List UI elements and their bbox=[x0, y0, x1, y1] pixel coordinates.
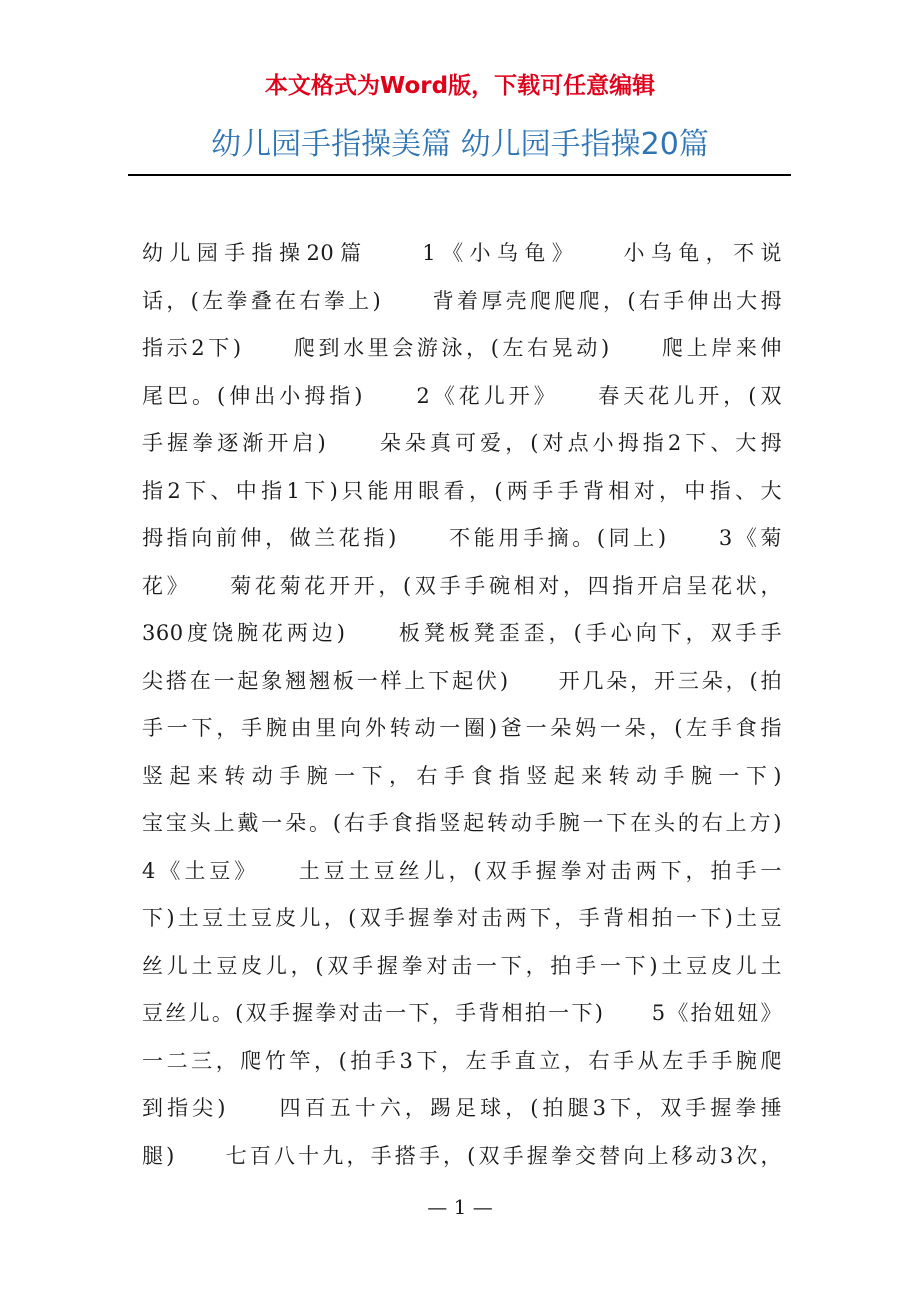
document-body bbox=[142, 230, 782, 1190]
body-line: 到指尖) 四百五十六，踢足球，(拍腿3下，双手握拳捶 bbox=[142, 1096, 782, 1120]
body-line: 竖起来转动手腕一下，右手食指竖起来转动手腕一下) bbox=[142, 763, 782, 788]
body-line: 尾巴。(伸出小拇指) 2《花儿开》 春天花儿开，(双 bbox=[142, 383, 782, 408]
body-line: 指示2下) 爬到水里会游泳，(左右晃动) 爬上岸来伸 bbox=[142, 336, 782, 360]
body-line: 360度饶腕花两边) 板凳板凳歪歪，(手心向下，双手手 bbox=[142, 621, 782, 645]
body-line: 丝儿土豆皮儿，(双手握拳对击一下，拍手一下)土豆皮儿土 bbox=[142, 953, 782, 978]
page-number: — 1 — bbox=[427, 1195, 493, 1219]
document-title: 幼儿园手指操美篇 幼儿园手指操20篇 bbox=[211, 127, 709, 162]
body-line: 宝宝头上戴一朵。(右手食指竖起转动手腕一下在头的右上方) bbox=[142, 811, 782, 835]
body-line: 一二三，爬竹竿，(拍手3下，左手直立，右手从左手手腕爬 bbox=[142, 1048, 782, 1073]
body-line: 尖搭在一起象翘翘板一样上下起伏) 开几朵，开三朵，(拍 bbox=[142, 668, 782, 693]
body-line: 指2下、中指1下)只能用眼看，(两手手背相对，中指、大 bbox=[142, 478, 782, 503]
body-line: 花》 菊花菊花开开，(双手手碗相对，四指开启呈花状， bbox=[142, 573, 782, 598]
format-notice: 本文格式为Word版，下载可任意编辑 bbox=[264, 73, 656, 99]
body-line: 幼儿园手指操20篇 1《小乌龟》 小乌龟，不说 bbox=[142, 241, 782, 265]
body-line: 手握拳逐渐开启) 朵朵真可爱，(对点小拇指2下、大拇 bbox=[142, 431, 782, 455]
body-line: 下)土豆土豆皮儿，(双手握拳对击两下，手背相拍一下)土豆 bbox=[142, 906, 782, 930]
body-line: 4《土豆》 土豆土豆丝儿，(双手握拳对击两下，拍手一 bbox=[142, 858, 782, 883]
title-divider bbox=[128, 174, 791, 176]
body-line: 拇指向前伸，做兰花指) 不能用手摘。(同上) 3《菊 bbox=[142, 526, 782, 550]
body-line: 话，(左拳叠在右拳上) 背着厚壳爬爬爬，(右手伸出大拇 bbox=[142, 288, 782, 313]
body-line: 手一下，手腕由里向外转动一圈)爸一朵妈一朵，(左手食指 bbox=[142, 716, 782, 740]
body-line: 腿) 七百八十九，手搭手，(双手握拳交替向上移动3次， bbox=[142, 1143, 782, 1168]
body-line: 豆丝儿。(双手握拳对击一下，手背相拍一下) 5《抬妞妞》 bbox=[142, 1001, 782, 1025]
